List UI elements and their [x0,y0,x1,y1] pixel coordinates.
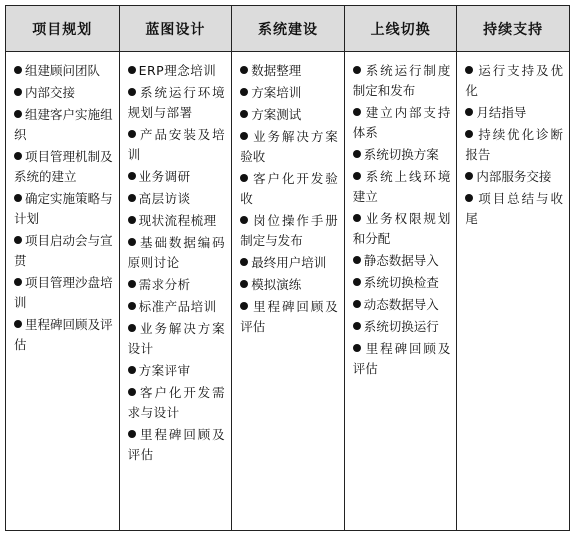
bullet-icon [240,66,248,74]
bullet-icon [128,216,136,224]
bullet-icon [128,366,136,374]
list-item: 项目总结与收尾 [465,191,563,226]
bullet-icon [353,108,361,116]
bullet-icon [465,172,473,180]
column-body [120,52,232,467]
list-item: 建立内部支持体系 [352,105,451,140]
bullet-icon [14,320,22,328]
list-item: 月结指导 [465,103,563,123]
list-item: 高层访谈 [128,189,226,209]
list-item: 静态数据导入 [353,251,451,271]
list-item: 客户化开发验收 [240,171,338,206]
list-item: 产品安装及培训 [127,127,226,162]
bullet-icon [465,194,473,202]
bullet-icon [240,132,248,140]
column-body [345,52,457,381]
bullet-icon [14,278,22,286]
list-item: 系统运行环境规划与部署 [127,85,226,120]
column-body [6,52,119,357]
bullet-icon [128,430,136,438]
column-header: 蓝图设计 [120,6,232,52]
bullet-icon [128,280,136,288]
list-item: 组建顾问团队 [14,61,113,81]
list-item: 系统切换运行 [353,317,451,337]
bullet-icon [14,110,22,118]
bullet-icon [240,174,248,182]
list-item: 组建客户实施组织 [14,107,113,142]
bullet-icon [14,194,22,202]
bullet-icon [465,108,473,116]
list-item: 业务权限规划和分配 [352,211,451,246]
bullet-icon [128,302,136,310]
phase-table [5,5,570,531]
bullet-icon [240,216,248,224]
list-item: 项目管理沙盘培训 [14,275,113,310]
list-item: 业务解决方案设计 [127,321,226,356]
phase-column-blueprint [119,6,232,530]
list-item: 业务调研 [128,167,226,187]
list-item: 里程碑回顾及评估 [352,341,451,376]
list-item: 基础数据编码原则讨论 [127,235,226,270]
column-header: 上线切换 [345,6,457,52]
bullet-icon [353,66,361,74]
bullet-icon [14,236,22,244]
bullet-icon [353,322,361,330]
list-item: 最终用户培训 [240,253,338,273]
list-item: 里程碑回顾及评估 [14,317,113,352]
phase-column-planning [6,6,119,530]
bullet-icon [465,130,473,138]
bullet-icon [353,278,361,286]
bullet-icon [240,302,248,310]
bullet-icon [353,214,361,222]
bullet-icon [14,88,22,96]
column-body [232,52,344,339]
list-item: 持续优化诊断报告 [465,127,563,162]
list-item: 系统运行制度制定和发布 [352,63,451,98]
bullet-icon [353,256,361,264]
list-item: 客户化开发需求与设计 [127,385,226,420]
phase-column-support [456,6,569,530]
list-item: 需求分析 [128,275,226,295]
bullet-icon [128,130,136,138]
list-item: 数据整理 [240,61,338,81]
column-header: 持续支持 [457,6,569,52]
list-item: 项目启动会与宣贯 [14,233,113,268]
bullet-icon [240,110,248,118]
list-item: ERP理念培训 [128,61,226,81]
bullet-icon [128,172,136,180]
bullet-icon [465,66,473,74]
bullet-icon [353,172,361,180]
bullet-icon [14,152,22,160]
bullet-icon [128,88,136,96]
phase-column-build [231,6,344,530]
list-item: 岗位操作手册制定与发布 [240,213,338,248]
list-item: 内部交接 [14,83,113,103]
bullet-icon [128,194,136,202]
list-item: 项目管理机制及系统的建立 [14,149,113,184]
bullet-icon [353,300,361,308]
phase-column-golive [344,6,457,530]
bullet-icon [240,88,248,96]
list-item: 现状流程梳理 [128,211,226,231]
bullet-icon [128,324,136,332]
list-item: 里程碑回顾及评估 [127,427,226,462]
list-item: 系统切换方案 [353,145,451,165]
bullet-icon [128,66,136,74]
bullet-icon [353,344,361,352]
list-item: 标准产品培训 [128,297,226,317]
list-item: 里程碑回顾及评估 [240,299,338,334]
list-item: 业务解决方案验收 [240,129,338,164]
column-header: 系统建设 [232,6,344,52]
bullet-icon [128,388,136,396]
list-item: 内部服务交接 [465,167,563,187]
bullet-icon [128,238,136,246]
column-body [457,52,569,231]
list-item: 动态数据导入 [353,295,451,315]
list-item: 方案评审 [128,361,226,381]
list-item: 模拟演练 [240,275,338,295]
bullet-icon [353,150,361,158]
bullet-icon [14,66,22,74]
list-item: 系统切换检查 [353,273,451,293]
list-item: 系统上线环境建立 [352,169,451,204]
list-item: 运行支持及优化 [465,63,563,98]
list-item: 方案培训 [240,83,338,103]
list-item: 方案测试 [240,105,338,125]
column-header: 项目规划 [6,6,119,52]
bullet-icon [240,280,248,288]
list-item: 确定实施策略与计划 [14,191,113,226]
bullet-icon [240,258,248,266]
